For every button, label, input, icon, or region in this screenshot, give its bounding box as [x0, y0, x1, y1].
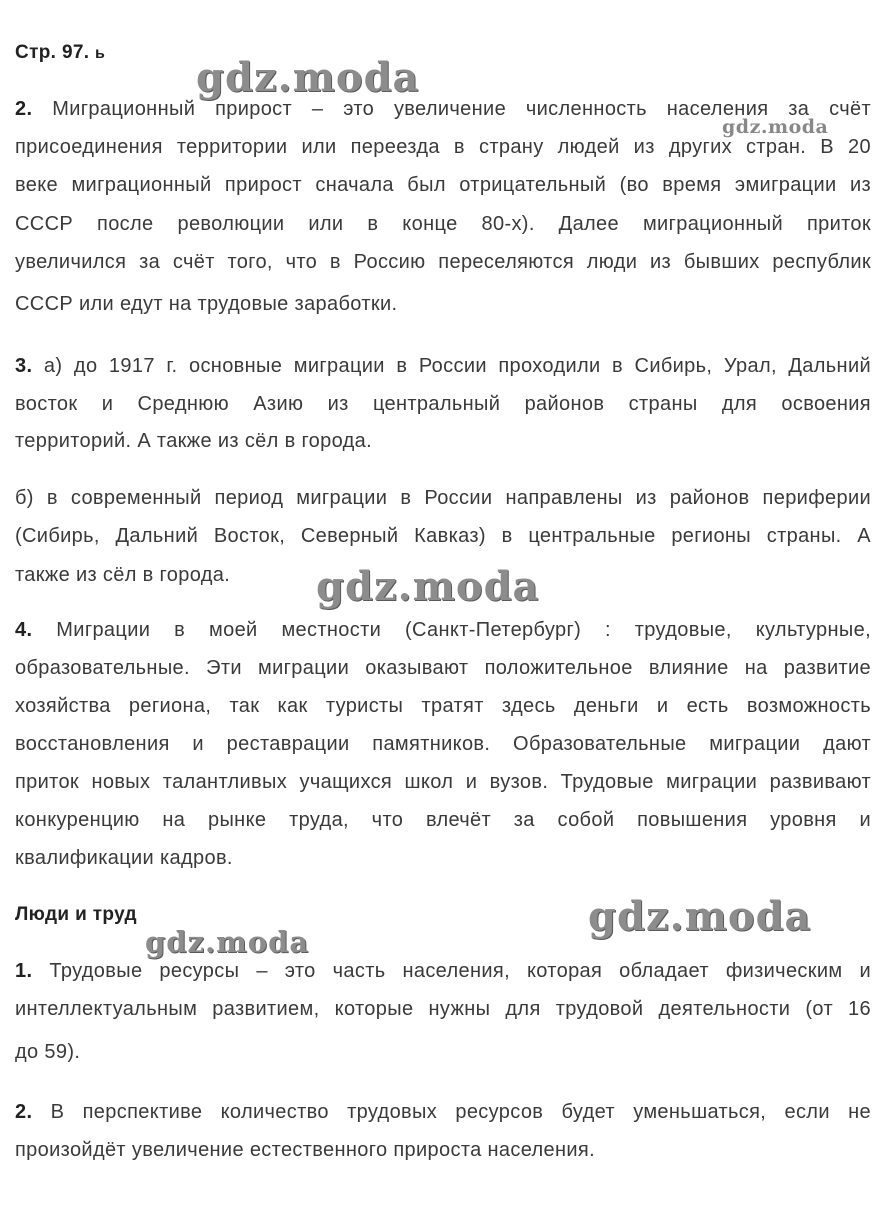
section-4-line-7: квалификации кадров. — [15, 847, 233, 869]
section-3-b-line-3: также из сёл в города. — [15, 564, 231, 586]
section-4-line-3: хозяйства региона, так как туристы тратят здесь деньги и есть возможность — [15, 695, 871, 717]
section-3-line-1 — [15, 354, 871, 378]
watermark-top: gdz.moda — [196, 54, 420, 101]
watermark-bottom-left: gdz.moda — [145, 925, 310, 959]
section-3-b-line-1: б) в современный период миграции в России направлены из районов периферии — [15, 487, 871, 509]
page-header-suffix: ь — [95, 45, 106, 62]
section-3-a-line-2: восток и Среднюю Азию из центральный районов страны для освоения — [15, 393, 871, 415]
page-header — [15, 41, 871, 66]
people-1-line-2: интеллектуальным развитием, которые нужны для трудовой деятельности (от 16 — [15, 998, 871, 1020]
people-2-number: 2. — [15, 1101, 33, 1123]
section-4-number: 4. — [15, 619, 33, 641]
section-4-line-4: восстановления и реставрации памятников. Образовательные миграции дают — [15, 733, 871, 755]
section-2-line-6: СССР или едут на трудовые заработки. — [15, 293, 398, 315]
people-2-line-1 — [15, 1100, 871, 1124]
people-and-work-heading: Люди и труд — [15, 904, 137, 925]
watermark-middle: gdz.moda — [316, 563, 540, 610]
section-4-line-1 — [15, 618, 871, 642]
section-2-line-3: веке миграционный прирост сначала был отрицательный (во время эмиграции из — [15, 174, 871, 196]
people-1-number: 1. — [15, 960, 33, 982]
section-2-text-1: Миграционный прирост – это увеличение численность населения за счёт — [52, 98, 871, 120]
people-2-line-2: произойдёт увеличение естественного прироста населения. — [15, 1139, 596, 1161]
people-2-text-1: В перспективе количество трудовых ресурсов будет уменьшаться, если не — [50, 1101, 871, 1123]
section-4-line-5: приток новых талантливых учащихся школ и вузов. Трудовые миграции развивают — [15, 771, 871, 793]
section-4-line-2: образовательные. Эти миграции оказывают положительное влияние на развитие — [15, 657, 871, 679]
people-1-line-3: до 59). — [15, 1041, 81, 1063]
page-header-label: Стр. 97. — [15, 42, 90, 63]
section-2-line-5: увеличился за счёт того, что в Россию переселяются люди из бывших республик — [15, 251, 871, 273]
section-4-text-1: Миграции в моей местности (Санкт-Петербург) : трудовые, культурные, — [56, 619, 871, 641]
section-3-number: 3. — [15, 355, 33, 377]
section-2-line-1 — [15, 97, 871, 121]
section-2-number: 2. — [15, 98, 33, 120]
people-1-line-1 — [15, 959, 871, 983]
section-4-line-6: конкуренцию на рынке труда, что влечёт за собой повышения уровня и — [15, 809, 871, 831]
section-2-line-4: СССР после революции или в конце 80-х). Далее миграционный приток — [15, 213, 871, 235]
section-3-b-line-2: (Сибирь, Дальний Восток, Северный Кавказ) в центральные регионы страны. А — [15, 525, 871, 547]
people-1-text-1: Трудовые ресурсы – это часть населения, которая обладает физическим и — [49, 960, 871, 982]
section-3-a-text-1: а) до 1917 г. основные миграции в России проходили в Сибирь, Урал, Дальний — [43, 355, 871, 377]
watermark-bottom-right: gdz.moda — [588, 893, 812, 940]
watermark-small-right: gdz.moda — [722, 116, 829, 138]
section-2-line-2: присоединения территории или переезда в страну людей из других стран. В 20 — [15, 136, 871, 158]
section-3-a-line-3: территорий. А также из сёл в города. — [15, 430, 373, 452]
